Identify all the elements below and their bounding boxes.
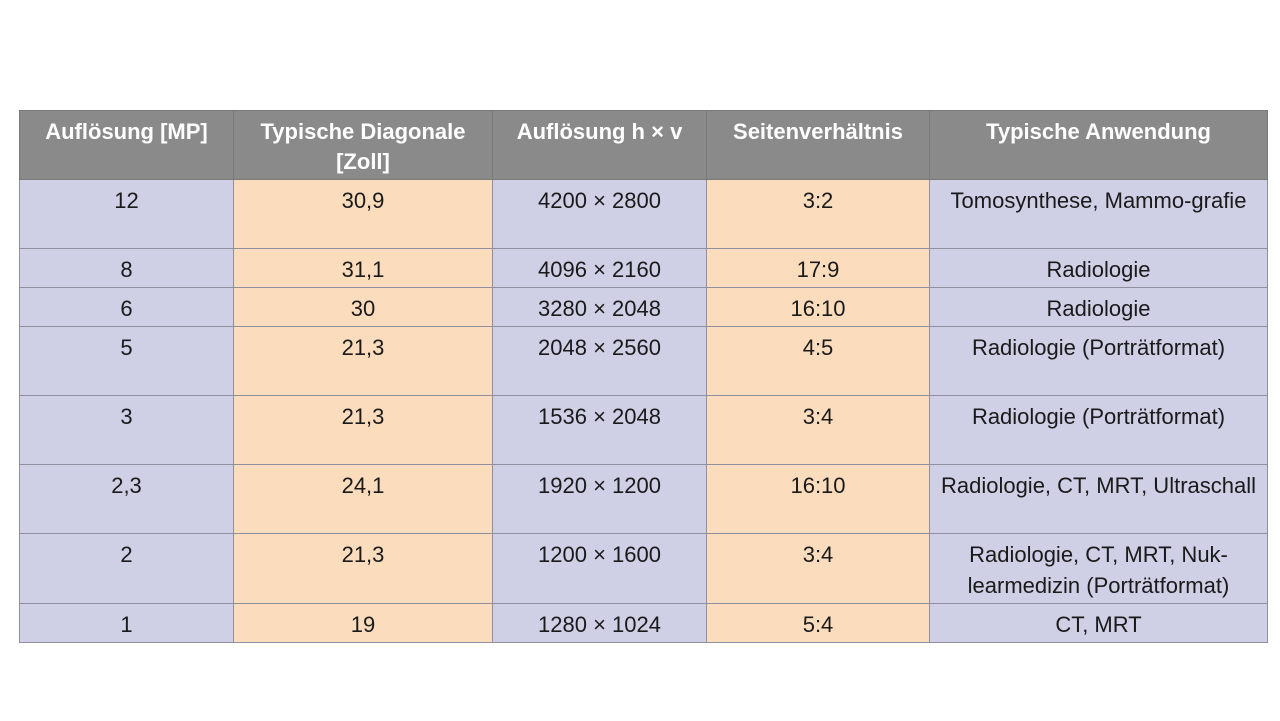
table-row [20, 534, 1268, 604]
cell-application: Radiologie [930, 288, 1268, 327]
cell-application: Radiologie [930, 249, 1268, 288]
cell-resolution-hv: 4200 × 2800 [493, 180, 707, 249]
cell-resolution-mp: 3 [20, 396, 234, 465]
cell-application: Radiologie (Porträtformat) [930, 327, 1268, 396]
header-typical-application: Typische Anwendung [930, 111, 1268, 180]
cell-aspect-ratio: 3:2 [707, 180, 930, 249]
table-header-row [20, 111, 1268, 180]
header-resolution-mp: Auflösung [MP] [20, 111, 234, 180]
cell-application: Tomosynthese, Mammo-grafie [930, 180, 1268, 249]
cell-diagonal: 31,1 [234, 249, 493, 288]
cell-aspect-ratio: 3:4 [707, 534, 930, 604]
cell-resolution-hv: 1536 × 2048 [493, 396, 707, 465]
cell-resolution-mp: 2,3 [20, 465, 234, 534]
cell-aspect-ratio: 4:5 [707, 327, 930, 396]
table-row [20, 465, 1268, 534]
table-row [20, 288, 1268, 327]
cell-diagonal: 30,9 [234, 180, 493, 249]
cell-application: CT, MRT [930, 604, 1268, 643]
cell-resolution-hv: 1920 × 1200 [493, 465, 707, 534]
cell-diagonal: 19 [234, 604, 493, 643]
cell-application: Radiologie, CT, MRT, Ultraschall [930, 465, 1268, 534]
table-row [20, 249, 1268, 288]
cell-resolution-mp: 5 [20, 327, 234, 396]
cell-resolution-mp: 8 [20, 249, 234, 288]
cell-aspect-ratio: 5:4 [707, 604, 930, 643]
cell-diagonal: 30 [234, 288, 493, 327]
cell-aspect-ratio: 17:9 [707, 249, 930, 288]
resolution-table-container [19, 110, 1267, 643]
table-row [20, 327, 1268, 396]
resolution-table [19, 110, 1268, 643]
cell-resolution-mp: 6 [20, 288, 234, 327]
cell-resolution-mp: 12 [20, 180, 234, 249]
cell-aspect-ratio: 3:4 [707, 396, 930, 465]
cell-diagonal: 21,3 [234, 327, 493, 396]
cell-diagonal: 24,1 [234, 465, 493, 534]
cell-aspect-ratio: 16:10 [707, 288, 930, 327]
cell-diagonal: 21,3 [234, 396, 493, 465]
cell-application: Radiologie, CT, MRT, Nuk-learmedizin (Porträtformat) [930, 534, 1268, 604]
header-resolution-hv: Auflösung h × v [493, 111, 707, 180]
header-aspect-ratio: Seitenverhältnis [707, 111, 930, 180]
cell-diagonal: 21,3 [234, 534, 493, 604]
cell-resolution-hv: 3280 × 2048 [493, 288, 707, 327]
cell-aspect-ratio: 16:10 [707, 465, 930, 534]
cell-resolution-hv: 4096 × 2160 [493, 249, 707, 288]
table-row [20, 604, 1268, 643]
table-row [20, 180, 1268, 249]
cell-resolution-mp: 2 [20, 534, 234, 604]
cell-resolution-hv: 1200 × 1600 [493, 534, 707, 604]
header-typical-diagonal: Typische Diagonale [Zoll] [234, 111, 493, 180]
cell-resolution-hv: 2048 × 2560 [493, 327, 707, 396]
cell-resolution-hv: 1280 × 1024 [493, 604, 707, 643]
cell-application: Radiologie (Porträtformat) [930, 396, 1268, 465]
cell-resolution-mp: 1 [20, 604, 234, 643]
table-row [20, 396, 1268, 465]
